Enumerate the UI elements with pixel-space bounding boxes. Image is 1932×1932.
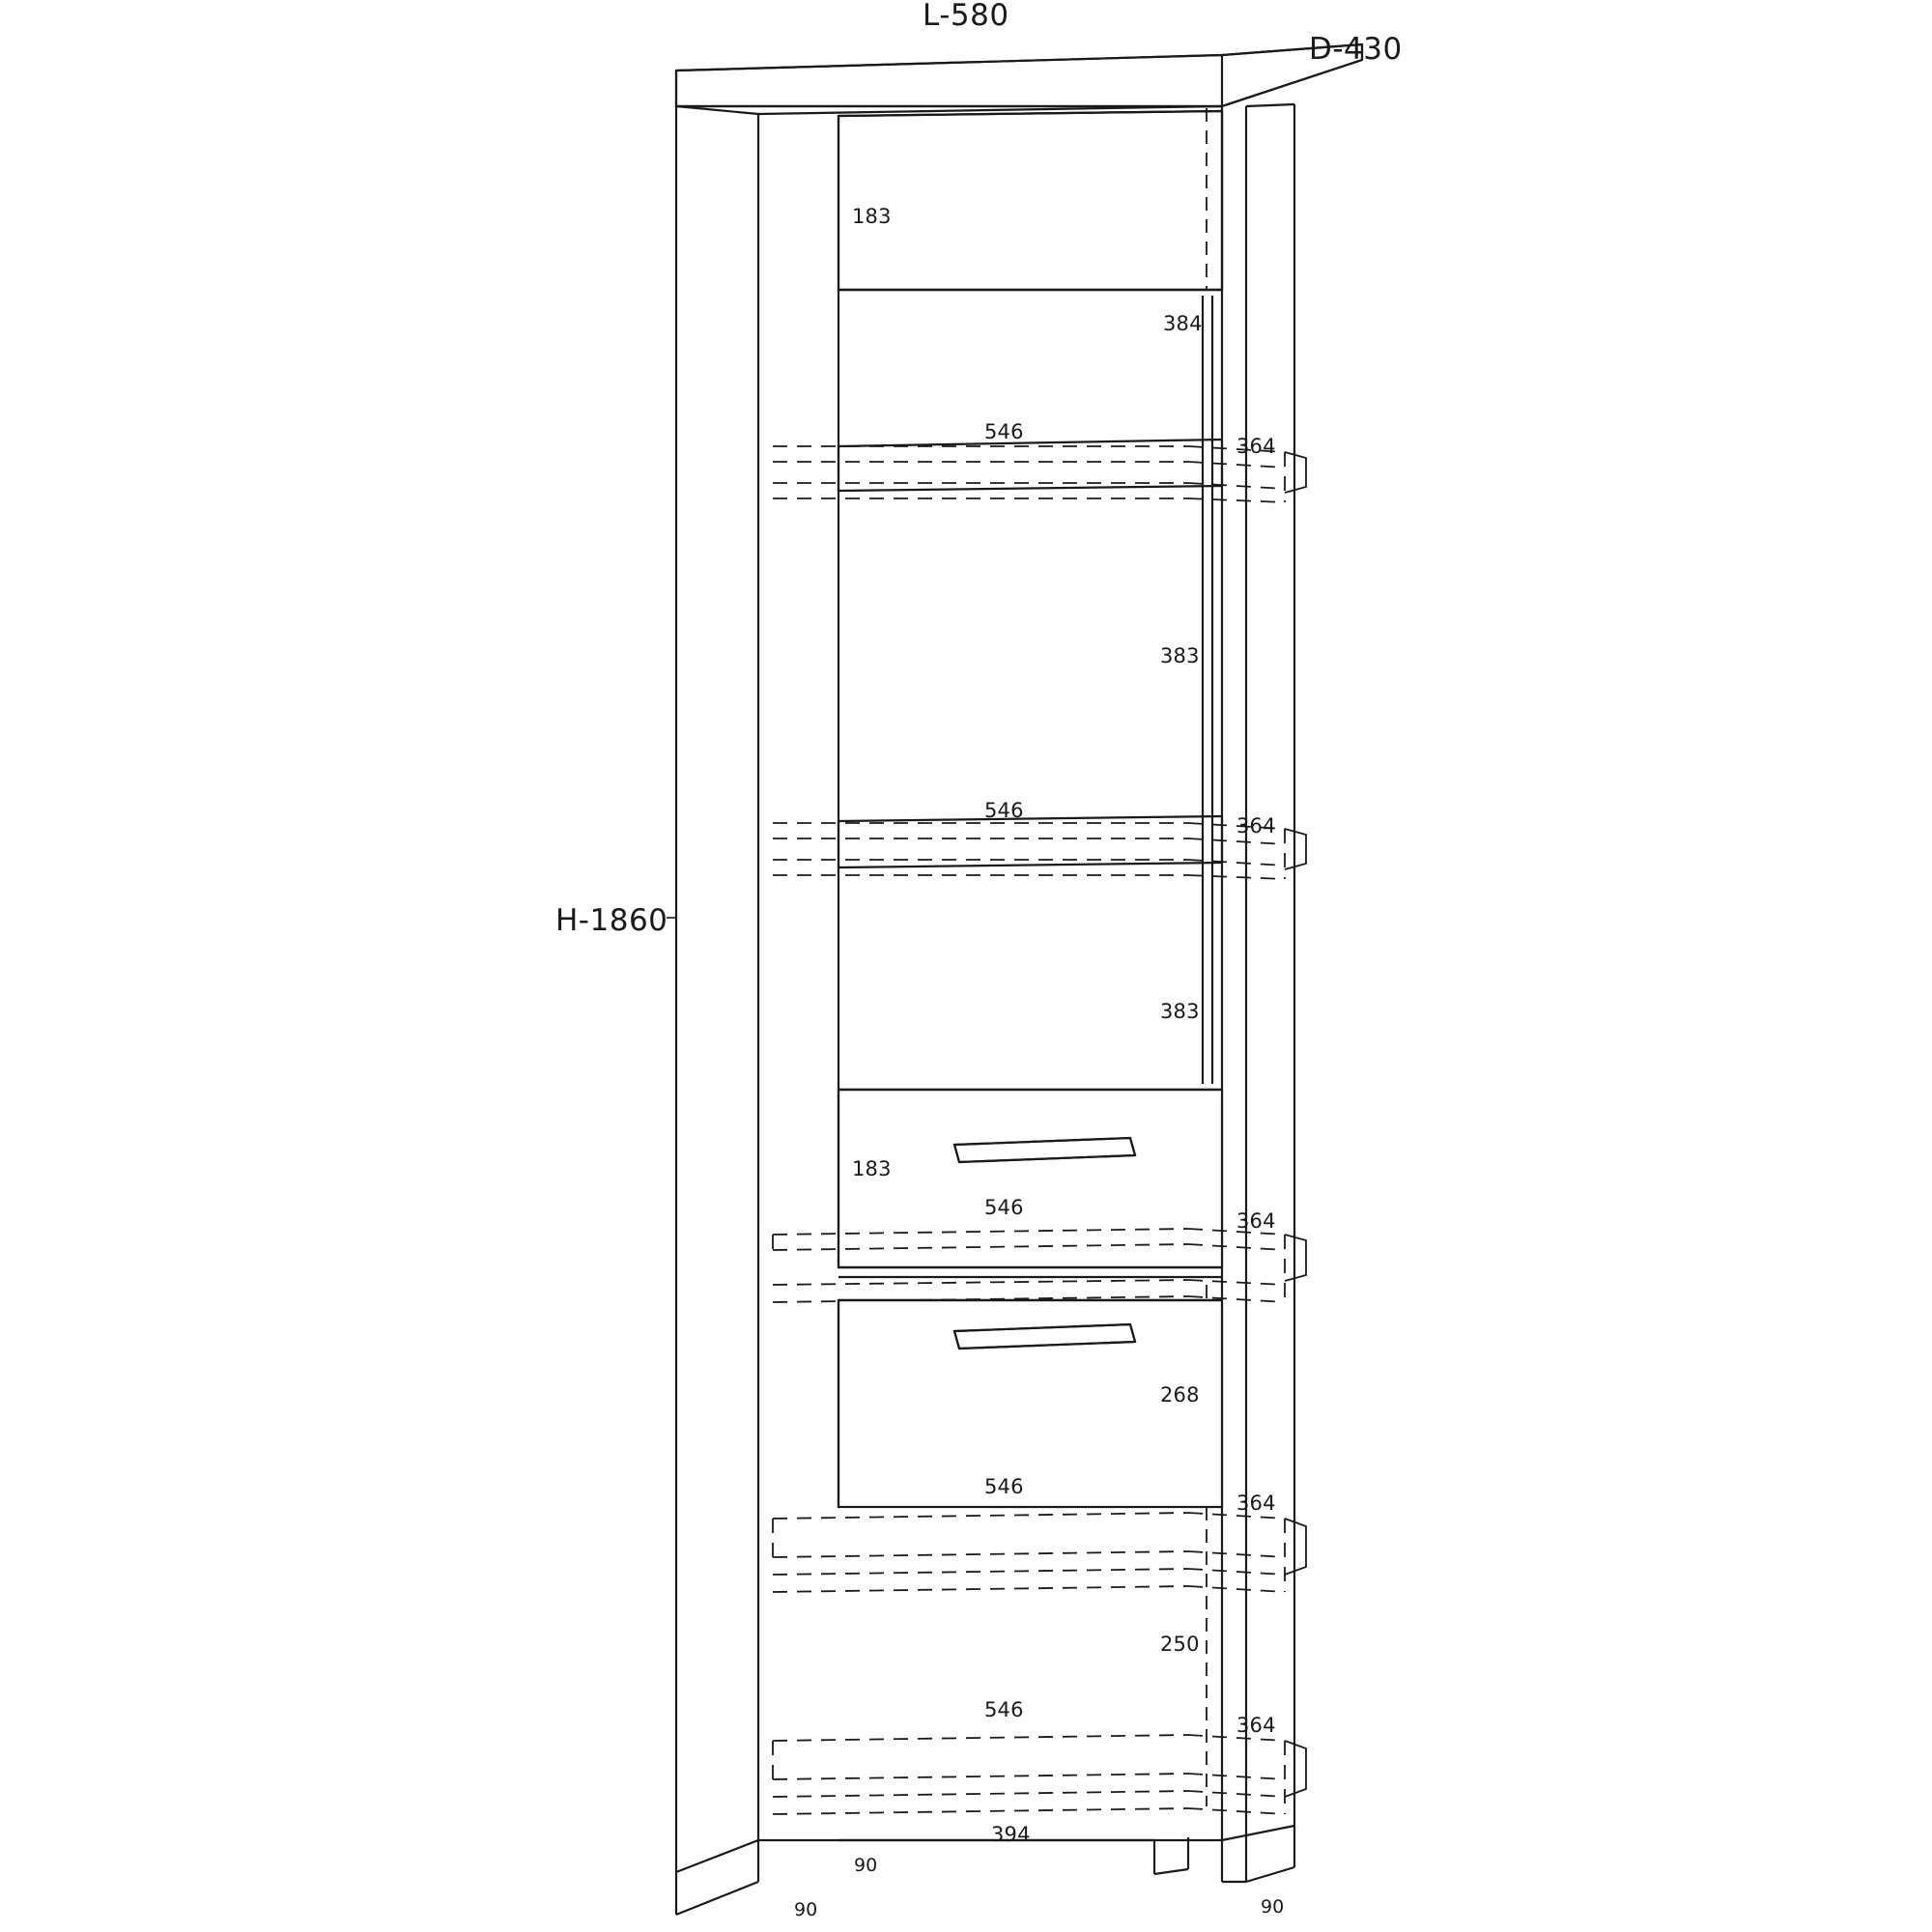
upper-glass-door [838, 290, 1222, 1090]
left-side-panel [676, 106, 758, 1872]
dim-shelf-depth-1: 364 [1236, 435, 1276, 458]
leg-right [1222, 1826, 1294, 1882]
shelf-lower-2-hidden [773, 1513, 1285, 1592]
label-height-H1860: H-1860 [555, 903, 668, 938]
label-depth-D430: D-430 [1309, 32, 1403, 67]
dim-shelf-depth-5: 364 [1236, 1714, 1276, 1737]
dim-shelf-width-2: 546 [984, 799, 1024, 822]
dim-shelf-depth-2: 364 [1236, 814, 1276, 838]
dim-shelf-depth-4: 364 [1236, 1492, 1276, 1515]
dim-shelf-depth-3: 364 [1236, 1209, 1276, 1233]
dim-upper-compartment-1: 383 [1160, 644, 1200, 668]
right-side-panel [1222, 104, 1294, 1840]
shelf-upper-2-hidden [773, 823, 1285, 879]
top-panel [676, 44, 1362, 106]
dim-leg-right-height: 90 [1261, 1896, 1285, 1918]
dim-lower-compartment-1: 268 [1160, 1383, 1200, 1406]
dim-drawer-height-1: 183 [852, 1157, 892, 1180]
dim-plinth-height: 90 [854, 1855, 878, 1876]
dim-shelf-width-3: 546 [984, 1196, 1024, 1219]
dim-shelf-width-1: 546 [984, 420, 1024, 443]
shelf-bottom-hidden [773, 1735, 1285, 1814]
shelf-upper-1-hidden [773, 446, 1285, 502]
dim-base-width: 394 [991, 1823, 1031, 1846]
dim-leg-left-height: 90 [794, 1899, 818, 1920]
dim-top-door-height: 183 [852, 205, 892, 228]
leg-left [676, 1840, 758, 1915]
dim-lower-compartment-2: 250 [1160, 1633, 1200, 1656]
label-width-L580: L-580 [923, 0, 1009, 33]
dim-shelf-width-5: 546 [984, 1698, 1024, 1721]
carcass-front-outline [758, 106, 1222, 1840]
dim-upper-compartment-2: 383 [1160, 1000, 1200, 1023]
top-door-panel [838, 111, 1222, 290]
dim-shelf-width-4: 546 [984, 1475, 1024, 1498]
drawer-upper [838, 1090, 1222, 1267]
dim-upper-glass-door-height: 384 [1163, 312, 1203, 335]
